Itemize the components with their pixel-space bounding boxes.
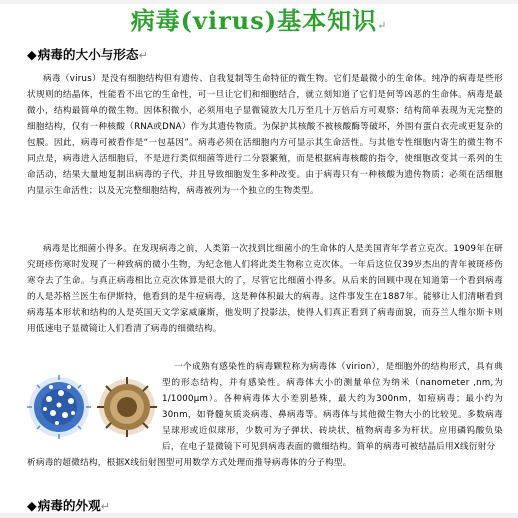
paragraph-virion-wrap (162, 359, 503, 455)
paragraph-text-continued: 析病毒的超微结构，根据X线衍射图型可用数学方式处理而推导病毒体的分子构型。 (27, 458, 352, 468)
paragraph-mark: ↵ (138, 49, 148, 62)
paragraph-virion-continued (27, 455, 503, 489)
heading-text: 病毒的外观 (37, 498, 101, 513)
paragraph-intro (27, 71, 503, 234)
virus-micrograph-image (27, 365, 157, 447)
title-text: 病毒(virus)基本知识 (130, 6, 378, 35)
paragraph-mark: ↵ (100, 500, 110, 513)
bullet-icon: ◆ (27, 498, 37, 513)
virus-brown-image (97, 377, 157, 437)
paragraph-text: 一个成熟有感染性的病毒颗粒称为病毒体（virion），是细胞外的结构形式，具有典型的形态结构，并有感染性。病毒体大小的测量单位为纳米（nanometer ,nm,为1/1000μm）。各种病毒体大小差别悬殊，最大约为300nm，如痘病毒；最小约为30nm，如脊髓灰质炎病毒、鼻病毒等。病毒体与其他微生物大小的比较见。多数病毒呈球形或近似球形，少数可为子弹状、砖块状，植物病毒多为杆状。应用磷钨酸负染后，在电子显微镜下可见到病毒表面的微细结构。简单的病毒可被结晶后用X线衍射分 (162, 362, 503, 453)
paragraph-history (27, 241, 503, 352)
bullet-icon: ◆ (27, 47, 37, 62)
heading-text: 病毒的大小与形态 (37, 47, 139, 62)
paragraph-text: 病毒（virus）是没有细胞结构但有遗传、自我复制等生命特征的微生物。它们是最微小的生命体。纯净的病毒是些形状规则的结晶体，性能看不出它的生命性，可一旦让它们和细胞结合，就立刻知道了它们是何等凶恶的生命体。病毒是最微小，结构最简单的微生物。因体积微小，必须用电子显微镜放大几万至几十万倍后方可观察；结构简单表现为无完整的细胞结构，仅有一种核酸（RNA或DNA）作为其遗传物质。为保护其核酸不被核酸酶等破坏，外围有蛋白衣壳或更复杂的包膜。因此，病毒可被看作是“一包基因”。病毒必须在活细胞内方可显示其生命活性。与其他专性细胞内寄生的微生物不同点是，病毒进入活细胞后，不是进行类似细菌等进行二分裂繁殖，而是根据病毒核酸的指令，使细胞改变其一系列的生命活动，结果大量地复制出病毒的子代，并且导致细胞发生多种改变。由于病毒只有一种核酸为遗传物质；必须在活细胞内显示生命活性；以及无完整细胞结构，病毒被列为一个独立的生物类型。 (27, 74, 503, 197)
document-title (0, 4, 518, 43)
paragraph-mark: ↵ (377, 19, 388, 32)
paragraph-text: 病毒是比细菌小得多。在发现病毒之前，人类第一次找到比细菌小的生命体的人是美国青年学者立克次。1909年在研究斑疹伤寒时发现了一种致病的微小生物，为纪念他人们将此类生物称立克次体。一年后这位仅39岁杰出的青年被斑疹伤寒夺去了生命。与真正病毒相比立克次体算是很大的了，尽管它比细菌小得多。从后来的回顾中现在知道第一个看到病毒的人是苏格兰医生布伊斯特，他看到的是牛痘病毒，这是种体积最大的病毒。这件事发生在1887年。能够让人们清晰看到病毒基本形状和结构的人是英国天文学家威廉斯，他发明了投影法，使得人们真正看到了病毒面貌，而芬兰人维尔斯卡则用低速电子显微镜让人们看清了病毒的细微结构。 (27, 244, 503, 335)
page-bottom-edge (0, 513, 518, 518)
section-heading-size-shape (27, 46, 148, 65)
